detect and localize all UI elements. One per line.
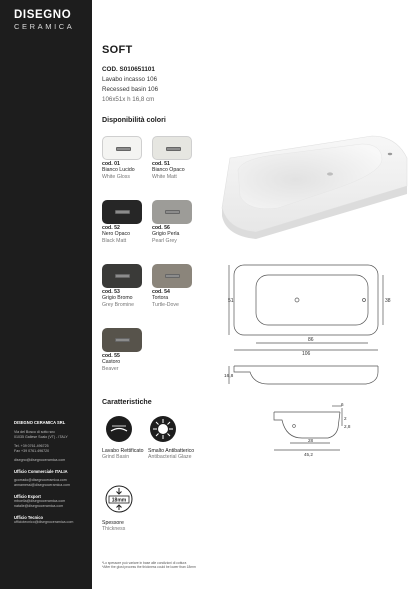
inner-width-label: 86: [308, 337, 314, 343]
antibacterial-icon: [148, 414, 178, 444]
section-drawing: [268, 398, 406, 462]
footnote: *Lo spessore può variare in base alle condizioni di cottura *After the glost process the thickness could be lower than 18mm: [102, 561, 196, 570]
italy-email-link[interactable]: annamessi@disegnoceramica.com: [14, 483, 70, 487]
product-desc-en: Recessed basin 106: [102, 86, 159, 93]
drain-handle-icon: [166, 147, 181, 151]
color-label: cod. 56 Grigio Perla Pearl Grey: [152, 225, 180, 244]
company-info: [14, 420, 90, 525]
features-section-title: Caratteristiche: [102, 398, 152, 406]
product-title: SOFT: [102, 44, 133, 56]
grind-basin-icon: [104, 414, 134, 444]
company-email-link[interactable]: disegno@disegnoceramica.com: [14, 458, 66, 462]
inner-depth-label: 38: [385, 298, 391, 304]
tech-email-link[interactable]: ufficiotecnico@disegnoceramica.com: [14, 520, 74, 524]
swatch-turtle-dove: [152, 264, 192, 288]
product-sheet: [92, 0, 416, 589]
export-office-title: Ufficio Export: [14, 494, 41, 499]
drain-handle-icon: [165, 210, 180, 214]
height-label: 16,8: [224, 374, 234, 379]
elevation-drawing: [226, 362, 396, 390]
section-dim-c: 2,8: [344, 424, 351, 429]
swatch-beaver: [102, 328, 142, 352]
section-dim-e: 45,2: [304, 452, 313, 457]
feature-label: Smalto Antibatterico Antibacterial Glaze: [148, 448, 195, 461]
address-line: Via del Bosco di sotto snc: [14, 430, 56, 434]
thickness-badge-label: 18mm: [111, 497, 127, 504]
section-dim-d: 28: [308, 438, 314, 443]
product-dimensions: 106x51x h 16,8 cm: [102, 96, 155, 103]
color-label: cod. 52 Nero Opaco Black Matt: [102, 225, 130, 244]
export-email-link[interactable]: natalie@disegnoceramica.com: [14, 504, 64, 508]
section-dim-b: 2: [344, 416, 347, 421]
feature-label: Lavabo Rettificato Grind Basin: [102, 448, 144, 461]
brand-logo: [14, 9, 74, 31]
swatch-grey-bromine: [102, 264, 142, 288]
swatch-black-matt: [102, 200, 142, 224]
color-label: cod. 51 Bianco Opaco White Matt: [152, 161, 185, 180]
colors-section-title: Disponibilità colori: [102, 116, 166, 124]
product-desc-it: Lavabo incasso 106: [102, 76, 158, 83]
italy-office-title: Ufficio Commerciale ITALIA: [14, 469, 68, 474]
depth-label: 51: [228, 298, 234, 304]
company-name: DISEGNO CERAMICA SRL: [14, 420, 66, 425]
plan-drawing: [226, 259, 396, 355]
drain-handle-icon: [115, 338, 130, 342]
tech-office-title: Ufficio Tecnico: [14, 515, 44, 520]
drain-handle-icon: [115, 210, 130, 214]
drain-handle-icon: [116, 147, 131, 151]
export-email-link[interactable]: mboella@disegnoceramica.com: [14, 499, 66, 503]
address-line: 01035 Gallese Scalo (VT) - ITALY: [14, 435, 68, 439]
swatch-white-matt: [152, 136, 192, 160]
feature-label: Spessore Thickness: [102, 520, 126, 533]
brand-name: DISEGNO: [14, 9, 72, 21]
section-dim-a: 6: [341, 402, 344, 407]
color-label: cod. 53 Grigio Bromo Grey Bromine: [102, 289, 134, 308]
fax-line: Fax +39 0761.496720: [14, 449, 50, 453]
drain-handle-icon: [165, 274, 180, 278]
top-width-label: 106: [302, 351, 311, 357]
color-label: cod. 54 Tortora Turtle-Dove: [152, 289, 179, 308]
phone-line: Tel. +39 0761.496725: [14, 444, 49, 448]
product-code: COD. S010651101: [102, 66, 155, 73]
thickness-icon: [104, 484, 134, 514]
drain-handle-icon: [115, 274, 130, 278]
basin-render-image: [212, 128, 412, 236]
swatch-white-gloss: [102, 136, 142, 160]
color-label: cod. 01 Bianco Lucido White Gloss: [102, 161, 135, 180]
brand-subname: CERAMICA: [14, 22, 75, 31]
color-label: cod. 55 Castoro Beaver: [102, 353, 121, 372]
italy-email-link[interactable]: gcorrado@disegnoceramica.com: [14, 478, 67, 482]
swatch-pearl-grey: [152, 200, 192, 224]
sidebar: [0, 0, 92, 589]
